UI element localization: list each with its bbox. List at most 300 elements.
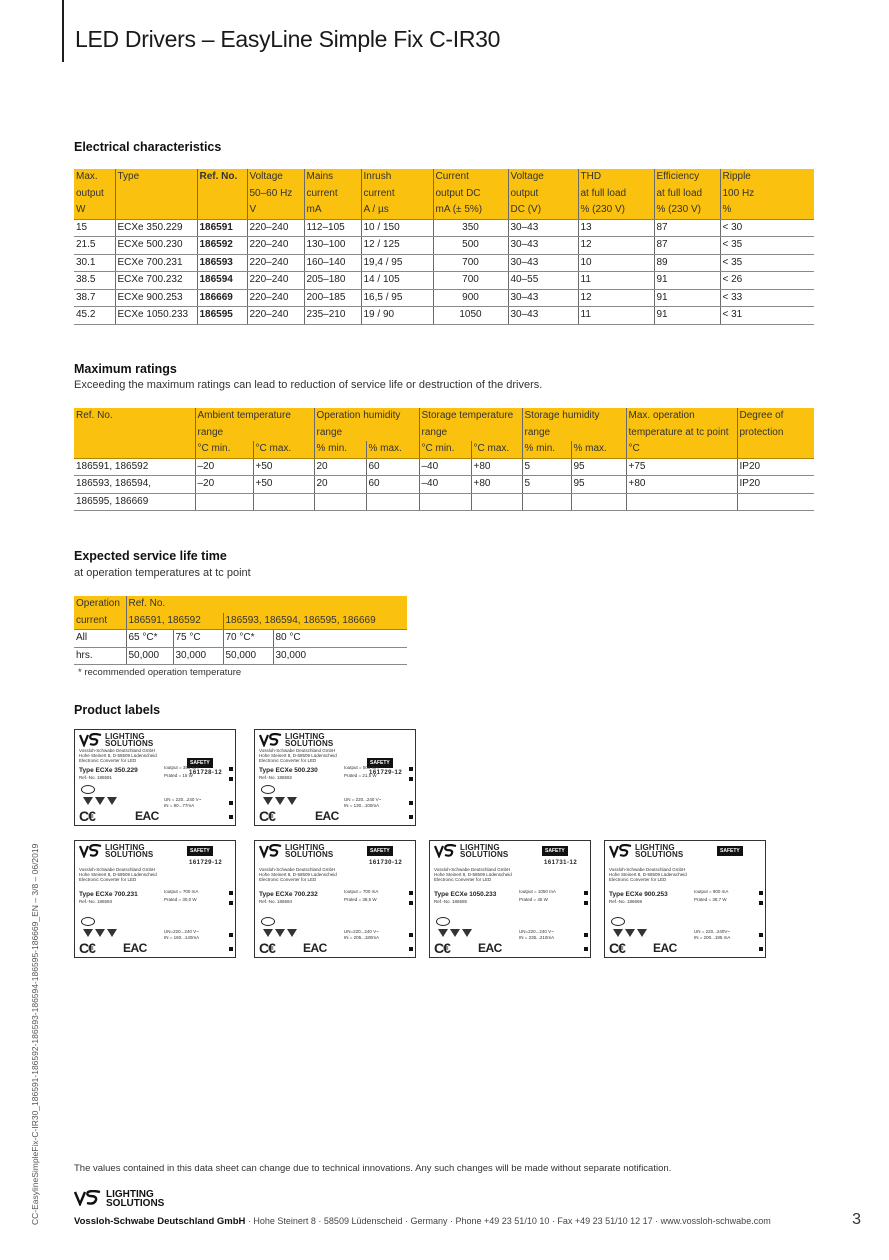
elec-cell: 15 <box>74 219 115 237</box>
safety-mark: SAFETY <box>367 758 393 768</box>
elec-header-cell: current <box>361 186 433 203</box>
label-power: Prated = 38,7 W <box>694 897 727 902</box>
warning-icon <box>625 929 635 937</box>
max-h-ambient-range: range <box>195 425 314 442</box>
max-sub: °C <box>626 441 737 458</box>
label-converter: Electronic Converter for LED <box>259 877 317 883</box>
table-row <box>74 219 814 237</box>
label-ref: Ref.-No. 186595 <box>434 899 468 904</box>
ce-mark-icon: C€ <box>434 940 450 956</box>
max-cell: 95 <box>571 476 626 494</box>
elec-cell: 220–240 <box>247 272 304 290</box>
elec-header-cell: output <box>508 186 578 203</box>
label-maker-address: Hohe Steinert 8, D-58509 Lüdenscheid <box>259 753 337 759</box>
max-cell <box>366 493 419 511</box>
elec-cell: < 26 <box>720 272 814 290</box>
label-power: Prated = 15 W <box>164 773 193 778</box>
label-converter: Electronic Converter for LED <box>79 877 137 883</box>
label-maker-name: Vossloh-Schwabe Deutschland GmbH <box>259 867 336 872</box>
label-current: IN = 130...100mA <box>344 803 380 808</box>
label-output: Ioutput = 700 mA <box>344 889 379 894</box>
warning-icon <box>637 929 647 937</box>
elec-header-cell: % <box>720 202 814 219</box>
vs-logo-icon <box>79 844 103 858</box>
max-cell <box>471 493 522 511</box>
max-h-storhum-range: range <box>522 425 626 442</box>
terminal-icon <box>759 947 763 951</box>
max-cell: 60 <box>366 458 419 476</box>
elec-cell: ECXe 700.232 <box>115 272 197 290</box>
ce-mark-icon: C€ <box>79 808 95 824</box>
elec-cell: 235–210 <box>304 307 361 325</box>
label-input: UN=220...240 V~ <box>519 929 554 934</box>
label-input: UN = 220...240V~ <box>694 929 731 934</box>
vs-logo-icon <box>259 844 283 858</box>
warning-icon <box>613 929 623 937</box>
terminal-icon <box>584 891 588 895</box>
warning-icon <box>275 797 285 805</box>
label-maker <box>259 748 337 764</box>
elec-cell: 38.7 <box>74 289 115 307</box>
elec-cell: 30–43 <box>508 237 578 255</box>
warning-icon <box>438 929 448 937</box>
label-output: Ioutput = 1050 mA <box>519 889 556 894</box>
warning-icon <box>450 929 460 937</box>
max-cell: 186595, 186669 <box>74 493 195 511</box>
svc-cell: 50,000 <box>223 647 273 665</box>
elec-cell: 200–185 <box>304 289 361 307</box>
max-h-ambient: Ambient temperature <box>195 408 314 425</box>
electrical-heading: Electrical characteristics <box>74 140 222 154</box>
terminal-icon <box>229 933 233 937</box>
label-maker-name: Vossloh-Schwabe Deutschland GmbH <box>434 867 511 872</box>
cert-mark-icon <box>611 917 625 926</box>
elec-header-cell: A / µs <box>361 202 433 219</box>
label-input: UN = 220...240 V~ <box>164 797 202 802</box>
max-cell: 95 <box>571 458 626 476</box>
elec-cell: 186592 <box>197 237 247 255</box>
label-output: Ioutput = 700 mA <box>164 889 199 894</box>
max-cell: –40 <box>419 458 471 476</box>
max-sub: °C min. <box>195 441 253 458</box>
elec-cell: 38.5 <box>74 272 115 290</box>
footer <box>74 1216 771 1227</box>
label-maker-address: Hohe Steinert 8, D-58509 Lüdenscheid <box>79 872 157 878</box>
top-rule <box>62 0 64 62</box>
product-label <box>254 729 416 826</box>
label-current: IN = 235...210mA <box>519 935 555 940</box>
elec-header-cell: Ref. No. <box>197 169 247 186</box>
vs-logo-icon <box>74 1190 104 1206</box>
label-type: Type ECXe 350.229 <box>79 767 138 774</box>
max-h-maxop: Max. operation <box>626 408 737 425</box>
label-power: Prated = 30,0 W <box>164 897 197 902</box>
terminal-icon <box>229 947 233 951</box>
svc-h-operation: Operation <box>74 596 126 613</box>
elec-header-cell: Voltage <box>247 169 304 186</box>
svc-cell: 65 °C* <box>126 630 173 648</box>
elec-header-cell: Inrush <box>361 169 433 186</box>
max-cell: 5 <box>522 458 571 476</box>
svc-cell: All <box>74 630 126 648</box>
product-label <box>74 840 236 958</box>
cert-mark-icon <box>81 785 95 794</box>
label-ref: Ref.-No. 186593 <box>79 899 113 904</box>
max-cell: –20 <box>195 458 253 476</box>
table-row <box>74 254 814 272</box>
elec-cell: < 31 <box>720 307 814 325</box>
label-power: Prated = 21,5 W <box>344 773 377 778</box>
label-power: Prated = 38,5 W <box>344 897 377 902</box>
elec-cell: 112–105 <box>304 219 361 237</box>
label-maker-name: Vossloh-Schwabe Deutschland GmbH <box>79 867 156 872</box>
terminal-icon <box>409 801 413 805</box>
terminal-icon <box>409 947 413 951</box>
elec-header-cell: mA (± 5%) <box>433 202 508 219</box>
footer-brand <box>106 1190 164 1208</box>
warning-icon <box>83 797 93 805</box>
label-ref: Ref.-No. 186669 <box>609 899 643 904</box>
vs-logo-icon <box>434 844 458 858</box>
ce-mark-icon: C€ <box>79 940 95 956</box>
terminal-icon <box>409 933 413 937</box>
ce-mark-icon: C€ <box>259 940 275 956</box>
elec-cell: 30–43 <box>508 254 578 272</box>
elec-cell: 186591 <box>197 219 247 237</box>
product-label <box>74 729 236 826</box>
label-ref: Ref.-No. 186594 <box>259 899 293 904</box>
safety-mark: SAFETY <box>187 758 213 768</box>
elec-cell: 900 <box>433 289 508 307</box>
elec-cell: < 33 <box>720 289 814 307</box>
warning-icon <box>95 797 105 805</box>
label-current: IN = 160...140mA <box>164 935 200 940</box>
elec-cell: 220–240 <box>247 237 304 255</box>
max-h-humidity: Operation humidity <box>314 408 419 425</box>
elec-cell: 30–43 <box>508 289 578 307</box>
max-cell: 20 <box>314 458 366 476</box>
label-maker <box>79 748 157 764</box>
elec-header-cell: 100 Hz <box>720 186 814 203</box>
elec-cell: 89 <box>654 254 720 272</box>
elec-cell: 220–240 <box>247 219 304 237</box>
max-cell: 60 <box>366 476 419 494</box>
elec-cell: 12 / 125 <box>361 237 433 255</box>
warning-icon <box>263 929 273 937</box>
cert-mark-icon <box>261 785 275 794</box>
table-row <box>74 289 814 307</box>
max-cell <box>419 493 471 511</box>
elec-header-cell: Current <box>433 169 508 186</box>
elec-header-cell: Voltage <box>508 169 578 186</box>
terminal-icon <box>584 947 588 951</box>
label-type: Type ECXe 500.230 <box>259 767 318 774</box>
label-maker-name: Vossloh-Schwabe Deutschland GmbH <box>259 748 336 753</box>
terminal-icon <box>409 815 413 819</box>
label-output: Ioutput = 500 mA <box>344 765 379 770</box>
elec-cell: 19,4 / 95 <box>361 254 433 272</box>
label-power: Prated = 45 W <box>519 897 548 902</box>
max-h-ref: Ref. No. <box>74 408 195 425</box>
cert-mark-icon <box>261 917 275 926</box>
terminal-icon <box>229 801 233 805</box>
eac-mark-icon: EAC <box>315 809 339 823</box>
elec-cell: 500 <box>433 237 508 255</box>
elec-cell: 160–140 <box>304 254 361 272</box>
table-row <box>74 307 814 325</box>
max-sub: °C max. <box>471 441 522 458</box>
svc-cell: 50,000 <box>126 647 173 665</box>
label-code: 161728-12 <box>189 770 223 776</box>
label-brand-2: SOLUTIONS <box>285 850 334 859</box>
label-brand-2: SOLUTIONS <box>105 850 154 859</box>
product-label <box>254 840 416 958</box>
elec-cell: 14 / 105 <box>361 272 433 290</box>
cert-mark-icon <box>436 917 450 926</box>
svc-h-ref-b: 186593, 186594, 186595, 186669 <box>223 613 407 630</box>
ce-mark-icon: C€ <box>259 808 275 824</box>
elec-cell: 12 <box>578 289 654 307</box>
terminal-icon <box>409 777 413 781</box>
max-cell: +80 <box>471 458 522 476</box>
safety-mark: SAFETY <box>717 846 743 856</box>
safety-mark: SAFETY <box>187 846 213 856</box>
vs-logo-icon <box>259 733 283 747</box>
max-h-storage: Storage temperature <box>419 408 522 425</box>
footer-address: · Hohe Steinert 8 · 58509 Lüdenscheid · Germany · Phone +49 23 51/10 10 · Fax +49 23 51/10 12 17 · www.vossloh-schwabe.com <box>245 1216 771 1226</box>
elec-cell: 130–100 <box>304 237 361 255</box>
max-cell: 20 <box>314 476 366 494</box>
service-note: at operation temperatures at tc point <box>74 567 251 579</box>
elec-cell: 186593 <box>197 254 247 272</box>
warning-icon <box>83 929 93 937</box>
label-maker <box>259 867 337 883</box>
elec-header-cell: Type <box>115 169 197 186</box>
label-current: IN = 205...180mA <box>344 935 380 940</box>
label-type: Type ECXe 700.232 <box>259 891 318 898</box>
elec-header-cell: mA <box>304 202 361 219</box>
labels-heading: Product labels <box>74 703 161 717</box>
elec-cell: 220–240 <box>247 307 304 325</box>
elec-cell: 186595 <box>197 307 247 325</box>
terminal-icon <box>759 891 763 895</box>
elec-header-cell: DC (V) <box>508 202 578 219</box>
elec-cell: 1050 <box>433 307 508 325</box>
terminal-icon <box>409 767 413 771</box>
label-code: 161729-12 <box>369 770 403 776</box>
elec-cell: 87 <box>654 219 720 237</box>
label-maker <box>609 867 687 883</box>
label-input: UN=220...240 V~ <box>344 929 379 934</box>
maximum-note: Exceeding the maximum ratings can lead to reduction of service life or destruction of the drivers. <box>74 379 543 391</box>
max-h-storage-range: range <box>419 425 522 442</box>
maximum-table <box>74 408 814 511</box>
eac-mark-icon: EAC <box>123 941 147 955</box>
terminal-icon <box>229 815 233 819</box>
elec-header-cell <box>197 186 247 203</box>
max-cell: +80 <box>626 476 737 494</box>
warning-icon <box>462 929 472 937</box>
warning-icon <box>287 797 297 805</box>
max-h-storhum: Storage humidity <box>522 408 626 425</box>
max-h-degree: Degree of <box>737 408 814 425</box>
label-brand-2: SOLUTIONS <box>635 850 684 859</box>
svc-cell: 30,000 <box>173 647 223 665</box>
elec-cell: 220–240 <box>247 254 304 272</box>
terminal-icon <box>584 901 588 905</box>
max-cell: 186591, 186592 <box>74 458 195 476</box>
elec-cell: ECXe 350.229 <box>115 219 197 237</box>
label-brand <box>105 844 153 858</box>
max-h-maxop-tc: temperature at tc point <box>626 425 737 442</box>
elec-cell: < 30 <box>720 219 814 237</box>
label-brand-1: LIGHTING <box>460 843 500 852</box>
max-cell <box>737 493 814 511</box>
elec-cell: 205–180 <box>304 272 361 290</box>
max-cell: –40 <box>419 476 471 494</box>
max-cell: +75 <box>626 458 737 476</box>
elec-cell: 13 <box>578 219 654 237</box>
label-maker-name: Vossloh-Schwabe Deutschland GmbH <box>609 867 686 872</box>
max-cell <box>522 493 571 511</box>
max-cell: +80 <box>471 476 522 494</box>
label-code: 161729-12 <box>189 860 223 866</box>
elec-cell: 30–43 <box>508 307 578 325</box>
elec-cell: 91 <box>654 289 720 307</box>
max-sub: % min. <box>522 441 571 458</box>
document-code: CC-EasylineSimpleFix-C-IR30_186591-186592-186593-186594-186595-186669_EN – 3/8 – 06/2019 <box>30 843 40 1225</box>
table-row <box>74 237 814 255</box>
elec-cell: 11 <box>578 307 654 325</box>
table-row <box>74 272 814 290</box>
elec-header-cell: at full load <box>578 186 654 203</box>
label-brand-2: SOLUTIONS <box>460 850 509 859</box>
warning-icon <box>107 797 117 805</box>
elec-header-cell: V <box>247 202 304 219</box>
label-brand <box>285 733 333 747</box>
elec-cell: < 35 <box>720 254 814 272</box>
max-h-humidity-range: range <box>314 425 419 442</box>
max-cell: IP20 <box>737 476 814 494</box>
elec-header-cell: Ripple <box>720 169 814 186</box>
label-current: IN = 200...185 mA <box>694 935 731 940</box>
max-cell: +50 <box>253 458 314 476</box>
max-cell <box>626 493 737 511</box>
service-table <box>74 596 407 665</box>
label-ref: Ref.-No. 186592 <box>259 775 293 780</box>
terminal-icon <box>229 901 233 905</box>
max-sub: % max. <box>571 441 626 458</box>
label-maker-address: Hohe Steinert 8, D-58509 Lüdenscheid <box>609 872 687 878</box>
elec-cell: ECXe 900.253 <box>115 289 197 307</box>
label-maker-name: Vossloh-Schwabe Deutschland GmbH <box>79 748 156 753</box>
cert-mark-icon <box>81 917 95 926</box>
elec-cell: 186669 <box>197 289 247 307</box>
svc-cell: hrs. <box>74 647 126 665</box>
product-label <box>604 840 766 958</box>
label-maker-address: Hohe Steinert 8, D-58509 Lüdenscheid <box>79 753 157 759</box>
warning-icon <box>263 797 273 805</box>
label-converter: Electronic Converter for LED <box>434 877 492 883</box>
elec-header-cell <box>197 202 247 219</box>
eac-mark-icon: EAC <box>478 941 502 955</box>
max-sub: °C max. <box>253 441 314 458</box>
elec-header-cell: % (230 V) <box>654 202 720 219</box>
max-cell: –20 <box>195 476 253 494</box>
svc-h-current: current <box>74 613 126 630</box>
warning-icon <box>275 929 285 937</box>
max-sub: % max. <box>366 441 419 458</box>
label-brand <box>285 844 333 858</box>
label-brand-1: LIGHTING <box>105 732 145 741</box>
label-converter: Electronic Converter for LED <box>609 877 667 883</box>
disclaimer: The values contained in this data sheet can change due to technical innovations. Any such changes will be made without separate notification. <box>74 1163 672 1174</box>
label-ref: Ref.-No. 186591 <box>79 775 113 780</box>
label-converter: Electronic Converter for LED <box>259 758 317 764</box>
elec-cell: 700 <box>433 254 508 272</box>
elec-cell: 700 <box>433 272 508 290</box>
label-maker-address: Hohe Steinert 8, D-58509 Lüdenscheid <box>434 872 512 878</box>
terminal-icon <box>229 767 233 771</box>
table-row <box>74 476 814 494</box>
label-code: 161730-12 <box>369 860 403 866</box>
elec-cell: < 35 <box>720 237 814 255</box>
elec-header-cell: Max. <box>74 169 115 186</box>
elec-cell: 350 <box>433 219 508 237</box>
max-cell: IP20 <box>737 458 814 476</box>
svc-cell: 30,000 <box>273 647 407 665</box>
label-brand-1: LIGHTING <box>285 732 325 741</box>
elec-cell: ECXe 500.230 <box>115 237 197 255</box>
max-cell <box>195 493 253 511</box>
label-output: Ioutput = 900 mA <box>694 889 729 894</box>
label-brand-1: LIGHTING <box>285 843 325 852</box>
label-brand <box>460 844 508 858</box>
elec-cell: 91 <box>654 272 720 290</box>
ce-mark-icon: C€ <box>609 940 625 956</box>
elec-cell: 21.5 <box>74 237 115 255</box>
max-sub: % min. <box>314 441 366 458</box>
elec-cell: 91 <box>654 307 720 325</box>
page-title: LED Drivers – EasyLine Simple Fix C-IR30 <box>75 26 501 52</box>
elec-cell: 30.1 <box>74 254 115 272</box>
elec-header-cell: Efficiency <box>654 169 720 186</box>
max-cell <box>314 493 366 511</box>
terminal-icon <box>759 901 763 905</box>
elec-header-cell: THD <box>578 169 654 186</box>
electrical-table <box>74 169 814 325</box>
label-current: IN = 90...77mA <box>164 803 195 808</box>
label-brand <box>635 844 683 858</box>
max-cell: +50 <box>253 476 314 494</box>
page-number: 3 <box>852 1211 861 1228</box>
label-type: Type ECXe 900.253 <box>609 891 668 898</box>
safety-mark: SAFETY <box>542 846 568 856</box>
terminal-icon <box>229 891 233 895</box>
terminal-icon <box>759 933 763 937</box>
max-cell: 186593, 186594, <box>74 476 195 494</box>
elec-cell: 40–55 <box>508 272 578 290</box>
elec-header-cell: current <box>304 186 361 203</box>
maximum-heading: Maximum ratings <box>74 362 177 376</box>
elec-header-cell: W <box>74 202 115 219</box>
elec-cell: 45.2 <box>74 307 115 325</box>
safety-mark: SAFETY <box>367 846 393 856</box>
elec-cell: 186594 <box>197 272 247 290</box>
label-input: UN=220...240 V~ <box>164 929 199 934</box>
terminal-icon <box>409 891 413 895</box>
eac-mark-icon: EAC <box>135 809 159 823</box>
